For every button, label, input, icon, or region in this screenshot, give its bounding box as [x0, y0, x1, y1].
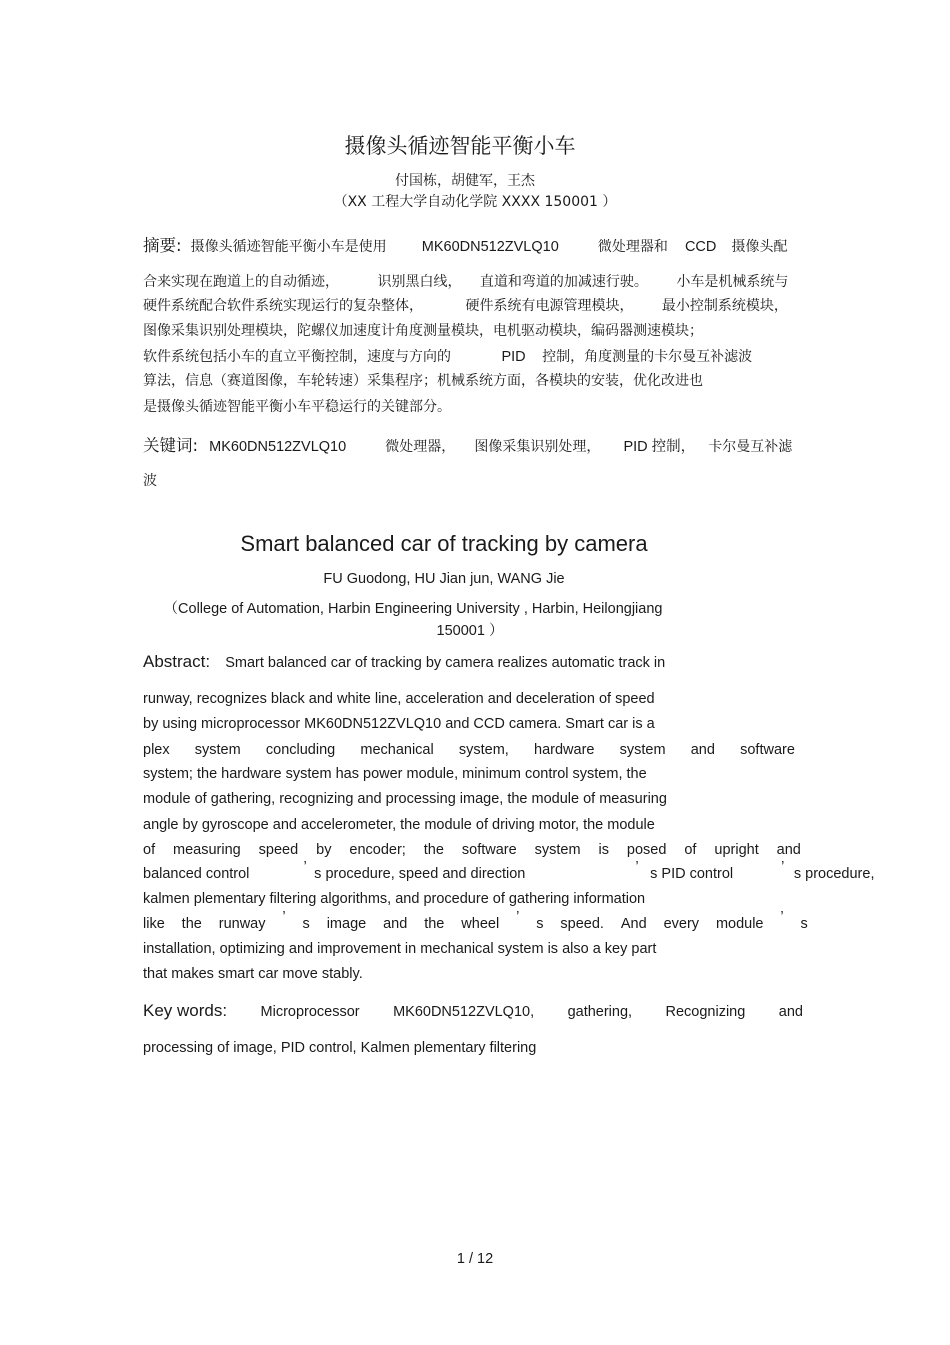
abstract-word: s — [536, 916, 544, 932]
abstract-word: speed — [258, 842, 299, 858]
apostrophe-mark: ’ — [282, 909, 286, 925]
abstract-word: encoder; — [349, 842, 406, 858]
abstract-text-segment: 图像采集识别处理模块，陀螺仪加速度计角度测量模块，电机驱动模块，编码器测速模块； — [143, 323, 703, 339]
english-abstract-first-line — [143, 652, 665, 672]
abstract-word: hardware — [534, 742, 595, 758]
keyword: Recognizing — [665, 1004, 746, 1020]
apostrophe-mark: ’ — [781, 859, 784, 875]
abstract-text-segment: Smart balanced car of tracking by camera realizes automatic track in — [225, 655, 666, 671]
chinese-abstract-line — [143, 396, 451, 416]
english-keywords-line — [143, 1001, 803, 1021]
abstract-text-segment: s procedure, — [793, 866, 875, 882]
abstract-word: system — [619, 742, 666, 758]
chinese-affiliation: （XX 工程大学自动化学院 XXXX 150001 ） — [333, 194, 617, 210]
keyword: PID 控制， — [623, 439, 696, 455]
abstract-word: like — [143, 916, 165, 932]
abstract-word: upright — [714, 842, 759, 858]
abstract-text-segment: 小车是机械系统与 — [676, 274, 789, 290]
abstract-word: by — [316, 842, 332, 858]
chinese-title: 摄像头循迹智能平衡小车 — [344, 134, 576, 158]
keyword: 图像采集识别处理， — [474, 439, 601, 455]
abstract-word: mechanical — [360, 742, 434, 758]
english-title: Smart balanced car of tracking by camera — [240, 531, 648, 556]
english-abstract-line — [143, 842, 801, 858]
chinese-keywords-label: 关键词: — [143, 436, 199, 455]
english-abstract-line — [143, 859, 875, 882]
english-affiliation-line1: （College of Automation, Harbin Engineering University , Harbin, Heilongjiang — [163, 601, 663, 617]
abstract-text-segment: PID — [501, 349, 526, 365]
apostrophe-mark: ’ — [780, 909, 784, 925]
english-abstract-line — [143, 766, 647, 782]
english-abstract-line — [143, 891, 645, 907]
english-abstract-line — [143, 691, 655, 707]
abstract-word: s — [800, 916, 808, 932]
abstract-word: posed — [626, 842, 667, 858]
abstract-text-segment: 直道和弯道的加减速行驶。 — [479, 274, 648, 290]
abstract-text-segment: installation, optimizing and improvement in mechanical system is also a key part — [143, 941, 657, 957]
abstract-word: image — [326, 916, 367, 932]
abstract-text-segment: s PID control — [650, 866, 734, 882]
abstract-word: wheel — [461, 916, 500, 932]
abstract-text-segment: 硬件系统配合软件系统实现运行的复杂整体， — [143, 298, 423, 314]
chinese-abstract-line — [143, 346, 752, 366]
abstract-text-segment: balanced control — [143, 866, 250, 882]
chinese-keywords-continuation: 波 — [143, 473, 157, 489]
abstract-text-segment: CCD — [684, 239, 717, 255]
abstract-word: of — [684, 842, 697, 858]
abstract-text-segment: that makes smart car move stably. — [143, 966, 363, 982]
chinese-abstract-first-line — [143, 232, 803, 256]
apostrophe-mark: ’ — [516, 909, 520, 925]
chinese-authors: 付国栋，胡健军，王杰 — [395, 173, 535, 189]
chinese-abstract-label: 摘要: — [143, 236, 182, 255]
page-number: 1 / 12 — [456, 1251, 494, 1267]
abstract-text-segment: 软件系统包括小车的直立平衡控制，速度与方向的 — [143, 349, 451, 365]
chinese-abstract-line — [143, 370, 703, 390]
abstract-word: speed. — [560, 916, 604, 932]
chinese-keywords-line — [143, 432, 792, 456]
abstract-text-segment: runway, recognizes black and white line, acceleration and deceleration of speed — [143, 691, 655, 707]
abstract-text-segment: 微处理器和 — [597, 239, 668, 255]
english-affiliation-line2: 150001 ） — [436, 623, 504, 639]
abstract-text-segment: 合来实现在跑道上的自动循迹， — [143, 274, 339, 290]
keyword: and — [778, 1004, 803, 1020]
abstract-text-segment: by using microprocessor MK60DN512ZVLQ10 and CCD camera. Smart car is a — [143, 716, 655, 732]
apostrophe-mark: ’ — [303, 859, 307, 875]
abstract-text-segment: system; the hardware system has power module, minimum control system, the — [143, 766, 647, 782]
abstract-word: runway — [218, 916, 266, 932]
abstract-text-segment: s procedure, speed and direction — [314, 866, 526, 882]
english-keywords-continuation: processing of image, PID control, Kalmen plementary filtering — [143, 1040, 537, 1056]
abstract-text-segment: 算法，信息（赛道图像，车轮转速）采集程序；机械系统方面，各模块的安装，优化改进也 — [143, 373, 703, 389]
english-keywords-label: Key words: — [143, 1001, 228, 1020]
abstract-text-segment: 摄像头配 — [731, 239, 788, 255]
keyword: 微处理器， — [385, 439, 456, 455]
abstract-word: the — [423, 842, 444, 858]
english-abstract-label: Abstract: — [143, 652, 211, 671]
chinese-abstract-line — [143, 320, 703, 340]
abstract-word: system, — [458, 742, 509, 758]
abstract-word: And — [620, 916, 647, 932]
english-abstract-line — [143, 716, 655, 732]
abstract-text-segment: module of gathering, recognizing and processing image, the module of measuring — [143, 791, 667, 807]
english-abstract-line — [143, 909, 808, 932]
abstract-text-segment: MK60DN512ZVLQ10 — [421, 239, 559, 255]
abstract-word: of — [143, 842, 156, 858]
abstract-text-segment: 是摄像头循迹智能平衡小车平稳运行的关键部分。 — [143, 399, 451, 415]
abstract-word: the — [181, 916, 202, 932]
abstract-word: software — [740, 742, 795, 758]
abstract-text-segment: 摄像头循迹智能平衡小车是使用 — [190, 239, 387, 255]
abstract-text-segment: 硬件系统有电源管理模块， — [465, 298, 634, 314]
abstract-text-segment: kalmen plementary filtering algorithms, and procedure of gathering information — [143, 891, 646, 907]
chinese-abstract-line — [143, 295, 788, 315]
abstract-word: system — [194, 742, 241, 758]
keyword: MK60DN512ZVLQ10, — [393, 1004, 535, 1020]
abstract-word: and — [383, 916, 408, 932]
abstract-word: and — [776, 842, 801, 858]
apostrophe-mark: ’ — [635, 859, 639, 875]
keyword: gathering, — [567, 1004, 633, 1020]
abstract-text-segment: 控制，角度测量的卡尔曼互补滤波 — [542, 349, 753, 365]
abstract-word: every — [663, 916, 700, 932]
english-abstract-line — [143, 966, 363, 982]
abstract-text-segment: angle by gyroscope and accelerometer, the module of driving motor, the module — [143, 817, 655, 833]
english-abstract-line — [143, 941, 656, 957]
abstract-word: is — [598, 842, 609, 858]
keyword: 卡尔曼互补滤 — [708, 439, 793, 455]
abstract-word: software — [461, 842, 517, 858]
english-abstract-line — [143, 791, 667, 807]
abstract-word: concluding — [265, 742, 336, 758]
english-abstract-line — [143, 817, 655, 833]
english-authors: FU Guodong, HU Jian jun, WANG Jie — [323, 571, 565, 587]
abstract-word: the — [424, 916, 445, 932]
abstract-word: s — [302, 916, 310, 932]
english-abstract-line — [143, 742, 795, 758]
chinese-abstract-line — [143, 271, 788, 291]
keyword: Microprocessor — [260, 1004, 360, 1020]
abstract-text-segment: 最小控制系统模块， — [661, 298, 788, 314]
abstract-word: module — [715, 916, 764, 932]
abstract-word: plex — [143, 742, 170, 758]
abstract-word: measuring — [173, 842, 241, 858]
abstract-word: system — [534, 842, 581, 858]
abstract-text-segment: 识别黑白线， — [377, 274, 462, 290]
keyword: MK60DN512ZVLQ10 — [209, 439, 347, 455]
abstract-word: and — [690, 742, 715, 758]
